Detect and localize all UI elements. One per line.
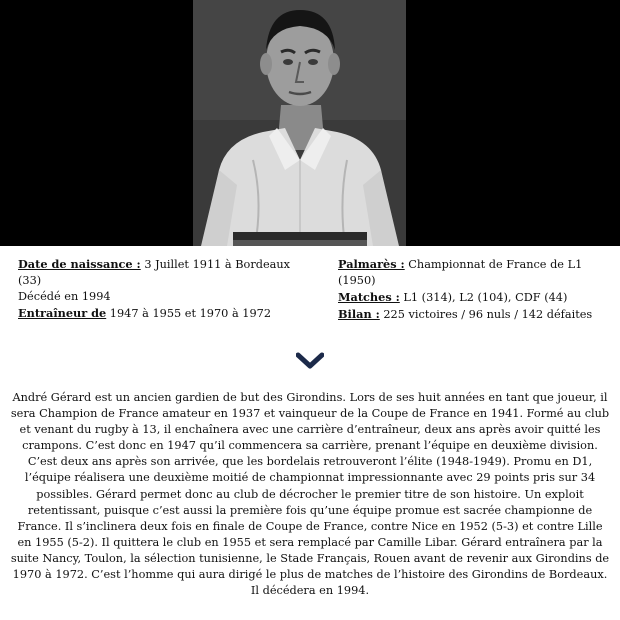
portrait-photo [193,0,406,246]
honours-value: Championnat de France de L1 (1950) [338,258,583,287]
photo-band [0,0,620,246]
coach-line [18,305,308,322]
honours-line [338,256,608,289]
birth-label: Date de naissance : [18,257,141,271]
matches-label: Matches : [338,290,400,304]
coach-value: 1947 à 1955 et 1970 à 1972 [106,307,272,320]
chevron-down-icon[interactable] [296,352,324,370]
death-line: Décédé en 1994 [18,290,111,303]
record-value: 225 victoires / 96 nuls / 142 défaites [379,308,593,321]
matches-line [338,289,608,306]
coach-label: Entraîneur de [18,306,107,320]
honours-label: Palmarès : [338,257,405,271]
biography-text: André Gérard est un ancien gardien de but des Girondins. Lors de ses huit années en tant que joueur, il sera Champion de France amateur en 1937 et vainqueur de la Coupe de France en 1941. Formé au club et venant du rugby à 13, il enchaînera avec une carrière d’entraîneur, deux ans après avoir quitté les crampons. C’est donc en 1947 qu’il commencera sa carrière, prenant l’équipe en deuxième division. C’est deux ans après son arrivée, que les bordelais retrouveront l’élite (1948-1949). Promu en D1, l’équipe réalisera une deuxième moitié de championnat impressionnante avec 29 points pris sur 34 possibles. Gérard permet donc au club de décrocher le premier titre de son histoire. Un exploit retentissant, puisque c’est aussi la première fois qu’une équipe promue est sacrée championne de France. Il s’inclinera deux fois en finale de Coupe de France, contre Nice en 1952 (5-3) et contre Lille en 1955 (5-2). Il quittera le club en 1955 et sera remplacé par Camille Libar. Gérard entraînera par la suite Nancy, Toulon, la sélection tunisienne, le Stade Français, Rouen avant de revenir aux Girondins de 1970 à 1972. C’est l’homme qui aura dirigé le plus de matches de l’histoire des Girondins de Bordeaux. Il décédera en 1994. [10,391,610,598]
portrait-illustration [193,0,406,246]
birth-value: 3 Juillet 1911 à Bordeaux (33) [18,258,291,287]
info-left-column [18,256,308,322]
matches-value: L1 (314), L2 (104), CDF (44) [399,291,568,304]
record-label: Bilan : [338,307,380,321]
info-right-column [338,256,608,323]
record-line [338,306,608,323]
chevron-down-glyph [296,352,324,370]
birth-line [18,256,308,289]
